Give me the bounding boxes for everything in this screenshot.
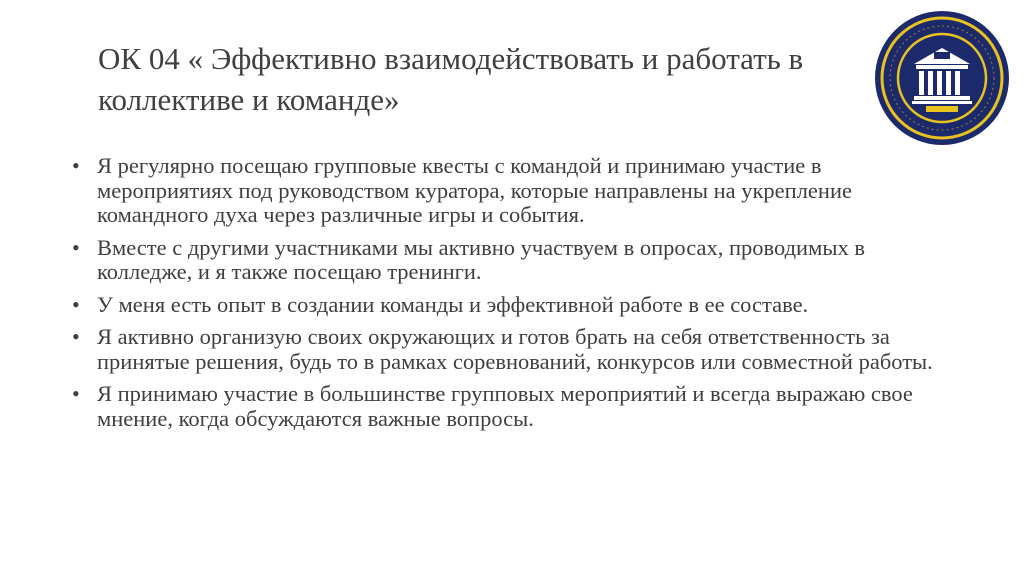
list-item: [70, 154, 950, 228]
list-item: [70, 325, 950, 374]
list-item: [70, 382, 950, 431]
list-item: [70, 293, 950, 318]
bullet-text: У меня есть опыт в создании команды и эффективной работе в ее составе.: [97, 291, 809, 317]
bullet-marker: •: [72, 234, 80, 260]
bullet-text: Я регулярно посещаю групповые квесты с командой и принимаю участие в мероприятиях под руководством куратора, которые направлены на укрепление командного духа через различные игры и события.: [97, 153, 852, 227]
bullet-text: Я активно организую своих окружающих и готов брать на себя ответственность за принятые решения, будь то в рамках соревнований, конкурсов или совместной работы.: [97, 324, 933, 374]
bullet-text: Я принимаю участие в большинстве групповых мероприятий и всегда выражаю свое мнение, когда обсуждаются важные вопросы.: [97, 381, 913, 431]
bullet-marker: •: [72, 324, 80, 349]
list-item: [70, 236, 950, 285]
bullet-marker: •: [72, 381, 80, 406]
bullet-marker: •: [72, 291, 80, 317]
bullet-list: [70, 154, 950, 439]
bullet-marker: •: [72, 153, 80, 178]
slide-title: ОК 04 « Эффективно взаимодействовать и работать в коллективе и команде»: [98, 41, 804, 117]
bullet-text: Вместе с другими участниками мы активно участвуем в опросах, проводимых в колледже, и я также посещаю тренинги.: [97, 234, 865, 284]
college-emblem-icon: [872, 8, 1012, 148]
